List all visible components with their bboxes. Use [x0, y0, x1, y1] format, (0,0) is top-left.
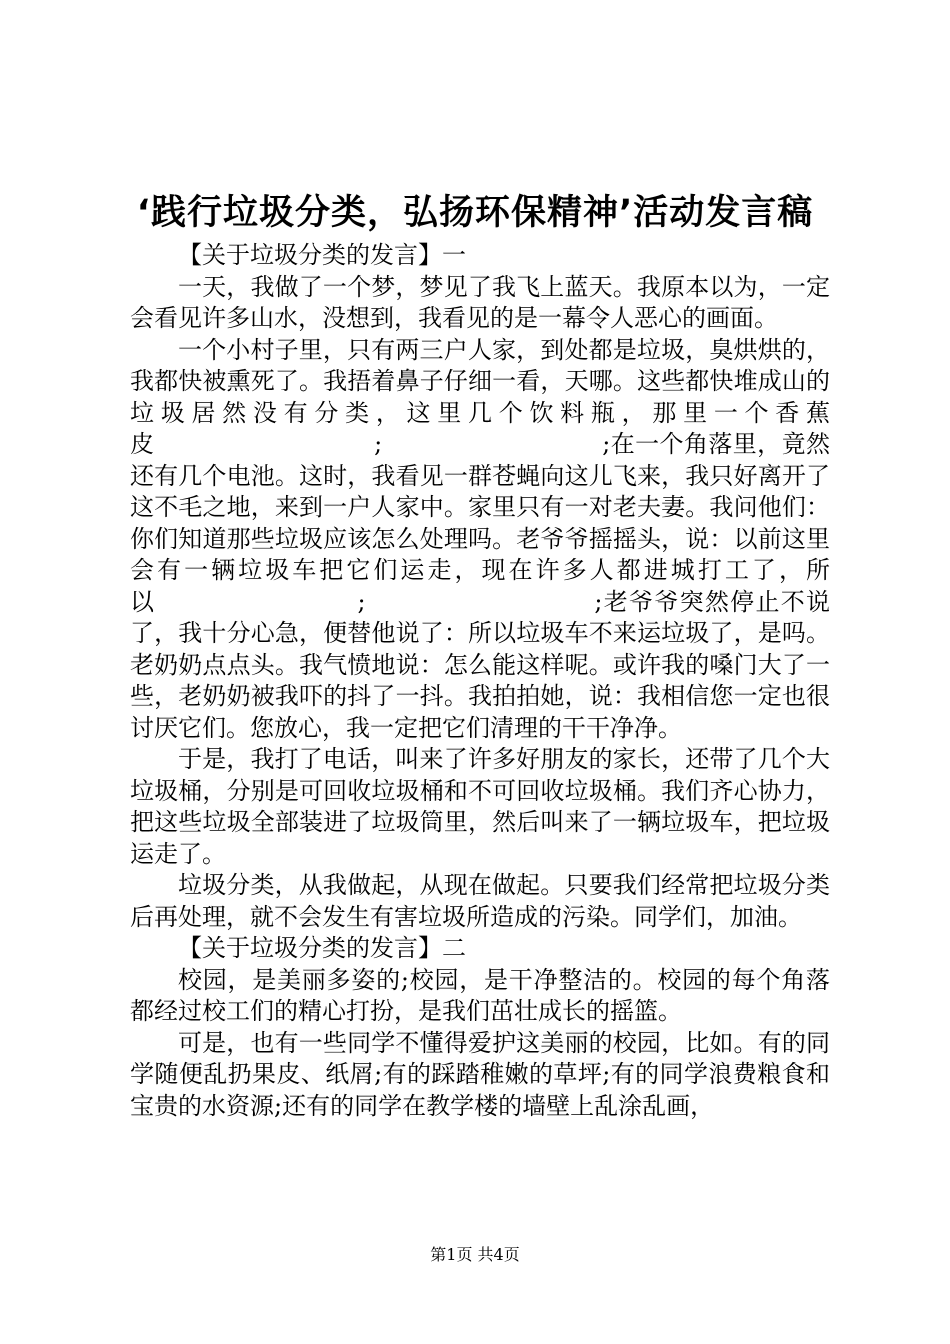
document-title: ‘践行垃圾分类，弘扬环保精神’活动发言稿	[136, 193, 814, 233]
paragraph: 垃圾分类，从我做起，从现在做起。只要我们经常把垃圾分类后再处理，就不会发生有害垃圾所造成的污染。同学们，加油。	[130, 871, 830, 931]
paragraph: 一个小村子里，只有两三户人家，到处都是垃圾，臭烘烘的，我都快被熏死了。我捂着鼻子仔细一看，天哪。这些都快堆成山的垃圾居然没有分类，这里几个饮料瓶，那里一个香蕉皮 ; ;在一个角落里，竟然还有几个电池。这时，我看见一群苍蝇向这儿飞来，我只好离开了这不毛之地，来到一户人家中。家里只有一对老夫妻。我问他们：你们知道那些垃圾应该怎么处理吗。老爷爷摇摇头，说：以前这里会有一辆垃圾车把它们运走，现在许多人都进城打工了，所以 ; ;老爷爷突然停止不说了，我十分心急，便替他说了：所以垃圾车不来运垃圾了，是吗。老奶奶点点头。我气愤地说：怎么能这样呢。或许我的嗓门大了一些，老奶奶被我吓的抖了一抖。我拍拍她，说：我相信您一定也很讨厌它们。您放心，我一定把它们清理的干干净净。	[130, 335, 830, 742]
section-heading-2: 【关于垃圾分类的发言】二	[178, 934, 466, 962]
paragraph: 于是，我打了电话，叫来了许多好朋友的家长，还带了几个大垃圾桶，分别是可回收垃圾桶和不可回收垃圾桶。我们齐心协力，把这些垃圾全部装进了垃圾筒里，然后叫来了一辆垃圾车，把垃圾运走了。	[130, 745, 830, 868]
document-body	[130, 240, 830, 1122]
page-number-footer: 第1页 共4页	[430, 1245, 520, 1264]
paragraph: 校园，是美丽多姿的;校园，是干净整洁的。校园的每个角落都经过校工们的精心打扮，是我们茁壮成长的摇篮。	[130, 965, 830, 1025]
paragraph: 一天，我做了一个梦，梦见了我飞上蓝天。我原本以为，一定会看见许多山水，没想到，我看见的是一幕令人恶心的画面。	[130, 272, 830, 332]
paragraph: 可是，也有一些同学不懂得爱护这美丽的校园，比如。有的同学随便乱扔果皮、纸屑;有的踩踏稚嫩的草坪;有的同学浪费粮食和宝贵的水资源;还有的同学在教学楼的墙壁上乱涂乱画，	[130, 1028, 830, 1120]
section-heading-1: 【关于垃圾分类的发言】一	[178, 241, 466, 269]
